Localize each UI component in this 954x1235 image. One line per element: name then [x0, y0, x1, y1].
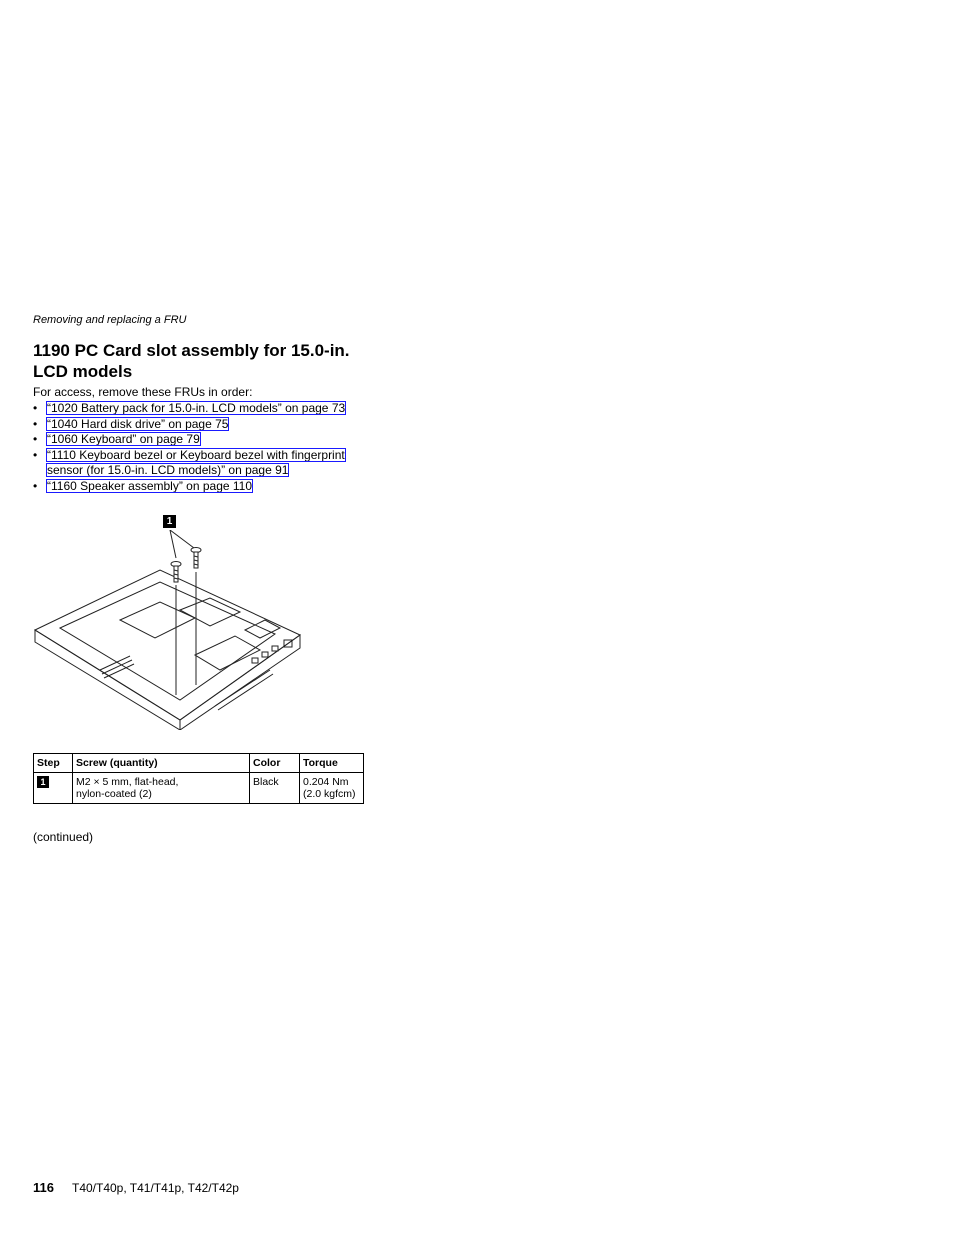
list-item: • “1060 Keyboard” on page 79 — [33, 432, 200, 446]
page-number: 116 — [33, 1180, 54, 1195]
screw-icon — [191, 548, 201, 569]
intro-text: For access, remove these FRUs in order: — [33, 385, 253, 399]
table-header-step: Step — [34, 754, 73, 773]
table-header-torque: Torque — [300, 754, 364, 773]
table-cell-screw: M2 × 5 mm, flat-head, nylon-coated (2) — [73, 773, 250, 804]
fru-link-battery-pack[interactable]: “1020 Battery pack for 15.0-in. LCD models” on page 73 — [47, 401, 346, 415]
continued-note: (continued) — [33, 830, 94, 844]
fru-link-speaker-assembly[interactable]: “1160 Speaker assembly” on page 110 — [47, 478, 253, 493]
fru-link-keyboard[interactable]: “1060 Keyboard” on page 79 — [47, 432, 200, 446]
table-header-row — [34, 754, 364, 773]
step-badge: 1 — [37, 776, 49, 788]
footer-models: T40/T40p, T41/T41p, T42/T42p — [71, 1181, 239, 1195]
table-cell-color: Black — [250, 773, 300, 804]
list-item: • “1160 Speaker assembly” on page 110 — [33, 478, 253, 493]
page-title: 1190 PC Card slot assembly for 15.0-in. LCD models — [33, 341, 350, 381]
table-cell-step — [34, 773, 73, 804]
fru-list — [33, 401, 373, 494]
table-row — [34, 773, 364, 804]
list-item: • “1020 Battery pack for 15.0-in. LCD models” on page 73 — [33, 401, 346, 415]
table-header-color: Color — [250, 754, 300, 773]
table-header-screw: Screw (quantity) — [73, 754, 250, 773]
table-cell-torque: 0.204 Nm (2.0 kgfcm) — [300, 773, 364, 804]
running-head: Removing and replacing a FRU — [33, 314, 187, 326]
fru-link-hard-disk-drive[interactable]: “1040 Hard disk drive” on page 75 — [47, 416, 229, 431]
laptop-bottom-illustration — [30, 530, 310, 730]
screw-table — [33, 753, 364, 804]
callout-badge: 1 — [163, 515, 176, 528]
list-item: • “1110 Keyboard bezel or Keyboard bezel with fingerprint sensor (for 15.0-in. LCD models)” on page 91 — [33, 447, 345, 477]
fru-link-keyboard-bezel[interactable]: “1110 Keyboard bezel or Keyboard bezel with fingerprint sensor (for 15.0-in. LCD models)” on page 91 — [47, 447, 345, 477]
list-item: • “1040 Hard disk drive” on page 75 — [33, 416, 229, 431]
page-footer — [33, 1180, 239, 1195]
